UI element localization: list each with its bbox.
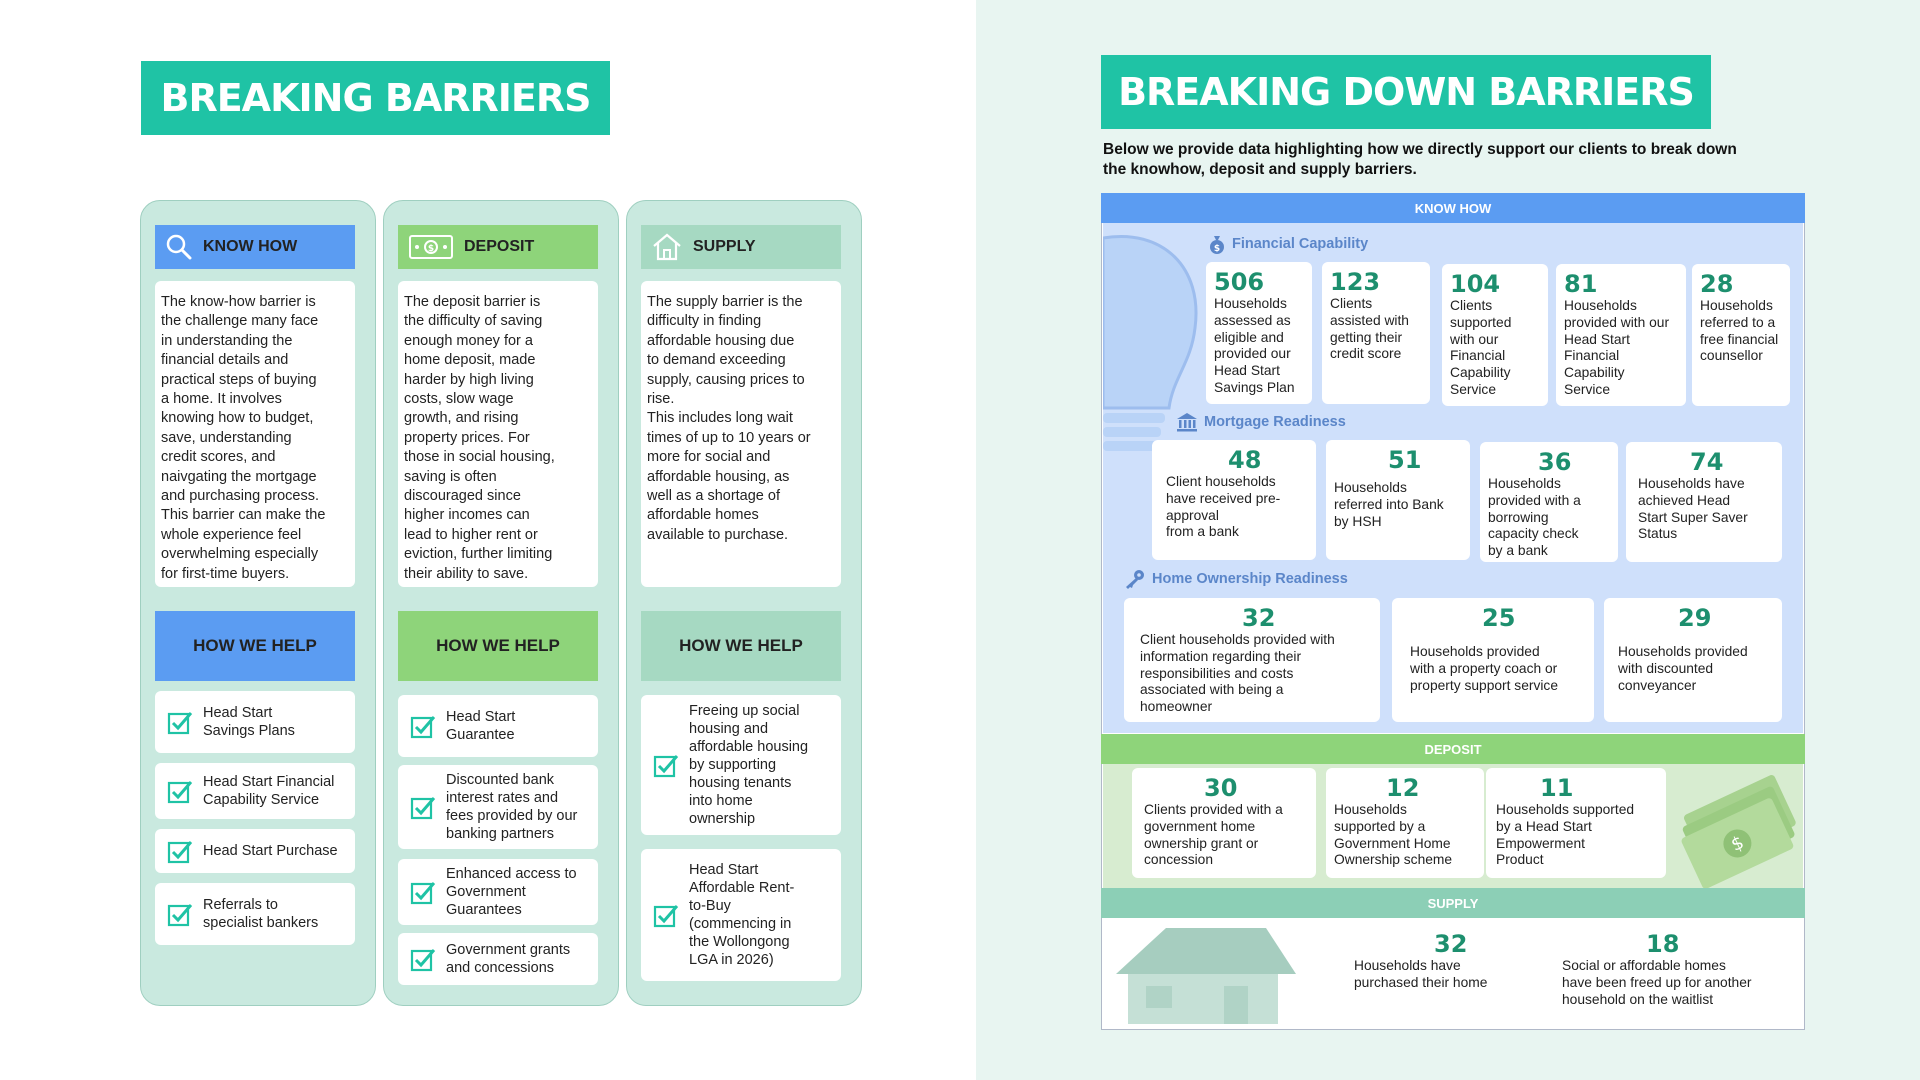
- stat-label: Households supported by a Government Home Ownership scheme: [1334, 802, 1453, 868]
- stat-card: [1340, 924, 1530, 1016]
- help-item: [155, 691, 355, 753]
- know-how-heading: KNOW HOW: [203, 238, 298, 255]
- stat-number: 18: [1646, 930, 1680, 958]
- svg-text:$: $: [427, 244, 435, 254]
- stat-number: 11: [1540, 774, 1574, 802]
- deposit-heading: DEPOSIT: [464, 238, 535, 255]
- stat-card: [1152, 440, 1316, 560]
- stat-number: 81: [1564, 270, 1598, 298]
- stat-label: Social or affordable homes have been freed up for another household on the waitlist: [1562, 958, 1752, 1007]
- stat-number: 51: [1388, 446, 1422, 474]
- stat-number: 123: [1330, 268, 1381, 296]
- banknote-icon: [408, 233, 454, 261]
- know-how-description: The know-how barrier is the challenge many face in understanding the financial details and practical steps of buying a home. It involves knowing how to budget, save, understanding credit scores, and naivgating the mortgage and purchasing process. This barrier can make the whole experience feel overwhelming especially for first-time buyers.: [155, 281, 355, 587]
- bank-icon: [1176, 412, 1198, 432]
- help-item-label: Discounted bank interest rates and fees provided by our banking partners: [446, 772, 578, 842]
- checkbox-icon: [167, 901, 193, 927]
- checkbox-icon: [653, 752, 679, 778]
- checkbox-icon: [167, 709, 193, 735]
- stat-card: [1486, 768, 1666, 878]
- stat-number: 104: [1450, 270, 1501, 298]
- help-item: [641, 849, 841, 981]
- checkbox-icon: [410, 794, 436, 820]
- stat-label: Households have purchased their home: [1354, 958, 1488, 990]
- stat-label: Households provided with discounted conveyancer: [1618, 644, 1748, 693]
- checkbox-icon: [410, 946, 436, 972]
- stat-number: 36: [1538, 448, 1572, 476]
- help-item: [155, 883, 355, 945]
- stat-card: [1442, 264, 1548, 406]
- stat-card: [1604, 598, 1782, 722]
- stat-card: [1392, 598, 1594, 722]
- stat-card: [1124, 598, 1380, 722]
- checkbox-icon: [167, 778, 193, 804]
- stat-card: [1132, 768, 1316, 878]
- stat-card: [1692, 264, 1790, 406]
- help-item-label: Government grants and concessions: [446, 942, 571, 976]
- help-item: [641, 695, 841, 835]
- stat-number: 74: [1690, 448, 1724, 476]
- supply-header: [641, 225, 841, 269]
- stat-card: [1546, 924, 1788, 1016]
- checkbox-icon: [410, 879, 436, 905]
- house-illustration: [1106, 924, 1306, 1024]
- financial-capability-heading: $ Financial Capability: [1208, 234, 1368, 254]
- stat-number: 32: [1242, 604, 1276, 632]
- supply-heading: SUPPLY: [693, 238, 756, 255]
- stat-label: Households referred to a free financial counsellor: [1700, 298, 1779, 364]
- stat-card: [1326, 440, 1470, 560]
- stat-label: Clients assisted with getting their credit score: [1330, 296, 1409, 362]
- help-item-label: Head Start Guarantee: [446, 709, 516, 743]
- help-item: [398, 695, 598, 757]
- lightbulb-icon: [1103, 228, 1199, 468]
- infographic-title: BREAKING DOWN BARRIERS: [1101, 55, 1711, 129]
- stat-label: Households provided with a borrowing capacity check by a bank: [1488, 476, 1581, 559]
- stat-card: [1626, 442, 1782, 562]
- stat-card: [1480, 442, 1618, 562]
- help-item-label: Head Start Savings Plans: [203, 705, 295, 739]
- stat-number: 506: [1214, 268, 1265, 296]
- supply-column: [626, 200, 862, 1006]
- infographic-subtitle: Below we provide data highlighting how we directly support our clients to break down the knowhow, deposit and supply barriers.: [1103, 141, 1737, 178]
- deposit-header: [398, 225, 598, 269]
- stat-label: Client households provided with information regarding their responsibilities and costs associated with being a homeowner: [1140, 632, 1335, 715]
- stat-number: 30: [1204, 774, 1238, 802]
- help-item: [155, 829, 355, 873]
- help-item: [155, 763, 355, 819]
- mortgage-readiness-heading: Mortgage Readiness: [1176, 412, 1346, 432]
- help-item-label: Head Start Financial Capability Service: [203, 774, 335, 808]
- help-item-label: Freeing up social housing and affordable housing by supporting housing tenants into home ownership: [689, 703, 809, 827]
- stat-number: 28: [1700, 270, 1734, 298]
- know-how-bar: KNOW HOW: [1101, 193, 1805, 223]
- help-item: [398, 765, 598, 849]
- help-item: [398, 933, 598, 985]
- stat-card: [1322, 262, 1430, 404]
- svg-text:$: $: [1728, 831, 1748, 856]
- know-how-column: [140, 200, 376, 1006]
- deposit-bar: DEPOSIT: [1101, 734, 1805, 764]
- deposit-description: The deposit barrier is the difficulty of saving enough money for a home deposit, made harder by high living costs, slow wage growth, and rising property prices. For those in social housing, saving is often discouraged since higher incomes can lead to higher rent or eviction, further limiting their ability to save.: [398, 281, 598, 587]
- how-we-help-heading: HOW WE HELP: [641, 611, 841, 681]
- help-item: [398, 859, 598, 925]
- stat-label: Households provided with a property coach or property support service: [1410, 644, 1558, 693]
- stat-number: 29: [1678, 604, 1712, 632]
- checkbox-icon: [653, 902, 679, 928]
- stat-number: 32: [1434, 930, 1468, 958]
- checkbox-icon: [167, 838, 193, 864]
- stat-label: Households provided with our Head Start Financial Capability Service: [1564, 298, 1670, 397]
- key-icon: [1124, 569, 1146, 589]
- svg-text:$: $: [1213, 244, 1221, 254]
- home-ownership-readiness-heading: Home Ownership Readiness: [1124, 569, 1348, 589]
- how-we-help-heading: HOW WE HELP: [155, 611, 355, 681]
- stat-label: Households referred into Bank by HSH: [1334, 480, 1444, 529]
- stat-card: [1326, 768, 1484, 878]
- stat-label: Households assessed as eligible and provided our Head Start Savings Plan: [1214, 296, 1295, 395]
- supply-bar: SUPPLY: [1101, 888, 1805, 918]
- stat-label: Client households have received pre- approval from a bank: [1166, 474, 1281, 540]
- stat-card: [1206, 262, 1312, 404]
- checkbox-icon: [410, 713, 436, 739]
- stat-number: 48: [1228, 446, 1262, 474]
- magnifier-icon: [165, 233, 193, 261]
- stat-label: Clients supported with our Financial Capability Service: [1450, 298, 1512, 397]
- page-title: BREAKING BARRIERS: [141, 61, 610, 135]
- stat-label: Households have achieved Head Start Super Saver Status: [1638, 476, 1748, 542]
- stat-number: 25: [1482, 604, 1516, 632]
- money-bag-icon: [1208, 234, 1226, 254]
- supply-description: The supply barrier is the difficulty in finding affordable housing due to demand exceeding supply, causing prices to rise. This includes long wait times of up to 10 years or more for social and affordable housing, as well as a shortage of affordable homes available to purchase.: [641, 281, 841, 587]
- help-item-label: Head Start Affordable Rent- to-Buy (commencing in the Wollongong LGA in 2026): [689, 862, 795, 968]
- stat-card: [1556, 264, 1686, 406]
- know-how-header: [155, 225, 355, 269]
- help-item-label: Enhanced access to Government Guarantees: [446, 866, 577, 918]
- how-we-help-heading: HOW WE HELP: [398, 611, 598, 681]
- help-item-label: Referrals to specialist bankers: [203, 897, 319, 931]
- deposit-column: [383, 200, 619, 1006]
- stat-label: Clients provided with a government home ownership grant or concession: [1144, 802, 1283, 868]
- house-icon: [651, 232, 683, 262]
- stat-label: Households supported by a Head Start Empowerment Product: [1496, 802, 1635, 868]
- cash-stack-icon: [1672, 764, 1802, 888]
- help-item-label: Head Start Purchase: [203, 843, 338, 859]
- stat-number: 12: [1386, 774, 1420, 802]
